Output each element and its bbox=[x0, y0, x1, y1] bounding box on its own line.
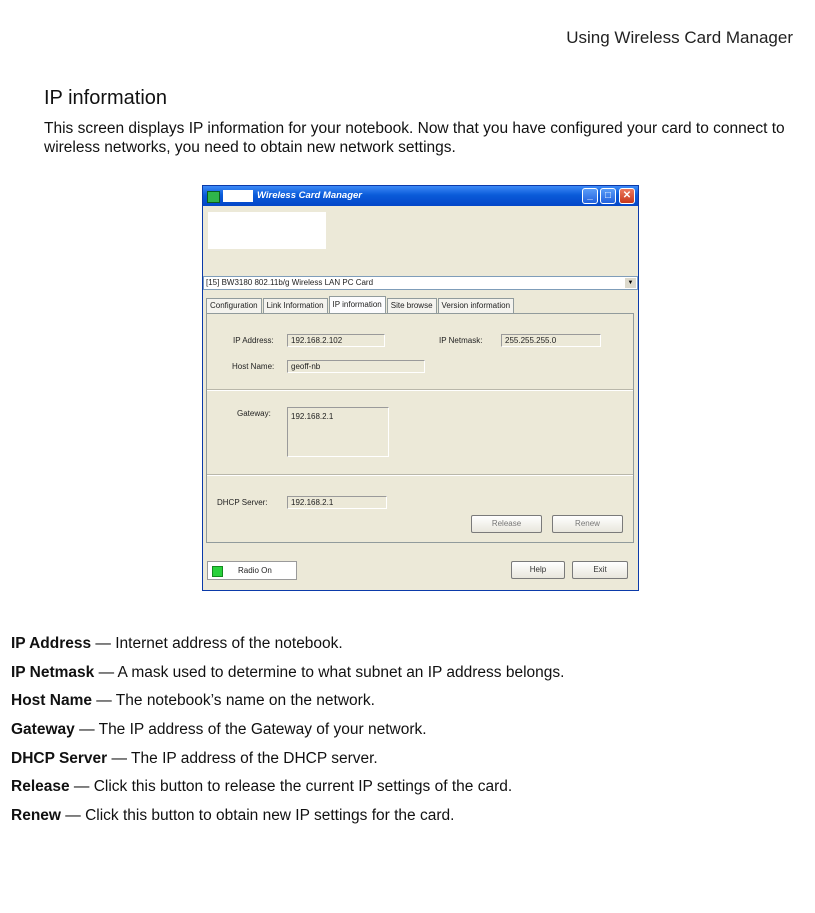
definition-text: — Click this button to release the current IP settings of the card. bbox=[69, 778, 513, 796]
definition-text: — The IP address of the DHCP server. bbox=[107, 749, 378, 767]
wireless-card-manager-window bbox=[202, 185, 639, 591]
minimize-button[interactable]: _ bbox=[582, 188, 598, 204]
list-item bbox=[11, 778, 564, 807]
host-name-label: Host Name: bbox=[232, 362, 275, 371]
release-button[interactable]: Release bbox=[471, 515, 542, 533]
exit-button[interactable]: Exit bbox=[572, 561, 628, 579]
device-select[interactable] bbox=[203, 276, 638, 290]
definition-text: — Internet address of the notebook. bbox=[91, 635, 343, 652]
help-button[interactable]: Help bbox=[511, 561, 565, 579]
radio-status-text: Radio On bbox=[238, 566, 272, 575]
dhcp-server-label: DHCP Server: bbox=[217, 498, 268, 507]
tab-configuration[interactable]: Configuration bbox=[206, 298, 262, 313]
title-bar[interactable] bbox=[203, 186, 638, 206]
divider bbox=[207, 389, 633, 391]
ip-information-panel bbox=[206, 313, 634, 543]
tab-strip bbox=[206, 298, 515, 313]
section-title: IP information bbox=[44, 87, 168, 109]
ip-address-label: IP Address: bbox=[233, 336, 274, 345]
running-header: Using Wireless Card Manager bbox=[566, 28, 793, 47]
renew-button[interactable]: Renew bbox=[552, 515, 623, 533]
gateway-list: 192.168.2.1 bbox=[287, 407, 389, 457]
chevron-down-icon[interactable]: ▼ bbox=[625, 278, 636, 288]
ip-netmask-label: IP Netmask: bbox=[439, 336, 483, 345]
definition-term: Host Name bbox=[11, 692, 92, 710]
list-item bbox=[11, 664, 564, 693]
host-name-field: geoff-nb bbox=[287, 360, 425, 373]
definition-term: Gateway bbox=[11, 721, 75, 739]
definition-text: — The IP address of the Gateway of your network. bbox=[74, 721, 427, 739]
list-item bbox=[11, 750, 564, 779]
radio-status bbox=[207, 561, 297, 580]
intro-paragraph: This screen displays IP information for your notebook. Now that you have configured your card to connect to wireless networks, you need to obtain new network settings. bbox=[44, 120, 785, 156]
definition-term: IP Netmask bbox=[11, 663, 95, 681]
divider bbox=[207, 474, 633, 476]
close-button[interactable]: ✕ bbox=[619, 188, 635, 204]
tab-ip-information[interactable]: IP information bbox=[329, 296, 386, 313]
definition-text: — The notebook’s name on the network. bbox=[91, 692, 375, 710]
list-item bbox=[11, 721, 564, 750]
list-item bbox=[11, 635, 564, 664]
definition-term: IP Address bbox=[11, 635, 92, 652]
definition-term: Renew bbox=[11, 807, 61, 825]
dhcp-server-field: 192.168.2.1 bbox=[287, 496, 387, 509]
list-item bbox=[11, 692, 564, 721]
radio-status-icon bbox=[212, 566, 223, 577]
definition-term: Release bbox=[11, 778, 70, 796]
list-item bbox=[11, 807, 564, 836]
logo-area bbox=[208, 212, 326, 249]
tab-link-information[interactable]: Link Information bbox=[263, 298, 328, 313]
app-icon bbox=[207, 191, 220, 203]
maximize-button[interactable]: □ bbox=[600, 188, 616, 204]
tab-site-browse[interactable]: Site browse bbox=[387, 298, 437, 313]
device-select-value: [15] BW3180 802.11b/g Wireless LAN PC Card bbox=[206, 278, 374, 287]
gateway-label: Gateway: bbox=[237, 409, 271, 418]
tab-version-information[interactable]: Version information bbox=[438, 298, 514, 313]
definition-term: DHCP Server bbox=[11, 749, 108, 767]
ip-address-field: 192.168.2.102 bbox=[287, 334, 385, 347]
title-logo-area bbox=[223, 190, 253, 202]
definition-text: — A mask used to determine to what subnet an IP address belongs. bbox=[94, 663, 565, 681]
ip-netmask-field: 255.255.255.0 bbox=[501, 334, 601, 347]
definition-text: — Click this button to obtain new IP settings for the card. bbox=[60, 807, 455, 825]
definition-list bbox=[11, 635, 564, 836]
window-title: Wireless Card Manager bbox=[257, 190, 362, 201]
